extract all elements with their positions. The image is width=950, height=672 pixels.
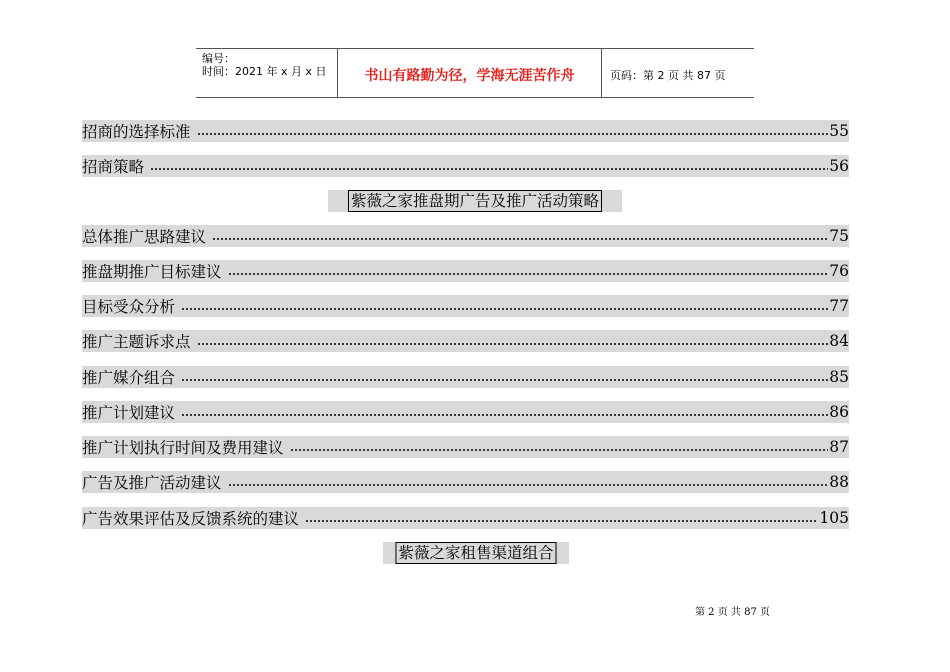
toc-leader-dots: [181, 308, 828, 310]
toc-entry-page: 85: [829, 368, 849, 386]
toc-entry-title: 广告及推广活动建议: [82, 474, 222, 492]
toc-leader-dots: [228, 484, 829, 486]
toc-entry-page: 86: [829, 403, 849, 421]
toc-entry-page: 84: [829, 332, 849, 350]
toc-entry[interactable]: [82, 471, 849, 493]
section-heading[interactable]: 紫薇之家租售渠道组合: [395, 542, 556, 564]
toc-entry-title: 推广计划建议: [82, 404, 176, 422]
section-heading[interactable]: 紫薇之家推盘期广告及推广活动策略: [348, 190, 602, 212]
number-label: 编号：: [202, 52, 235, 65]
toc-entry-page: 76: [829, 262, 849, 280]
toc-entry-title: 招商的选择标准: [82, 123, 191, 141]
toc-leader-dots: [290, 449, 829, 451]
toc-entry-page: 88: [829, 473, 849, 491]
toc-entry[interactable]: [82, 225, 849, 247]
toc-entry-page: 87: [829, 438, 849, 456]
toc-entry-page: 56: [829, 157, 849, 175]
toc-leader-dots: [197, 133, 829, 135]
toc-entry-title: 推广计划执行时间及费用建议: [82, 439, 284, 457]
toc-entry[interactable]: [82, 507, 849, 529]
toc-entry[interactable]: [82, 366, 849, 388]
toc-entry[interactable]: [82, 120, 849, 142]
toc-leader-dots: [305, 520, 818, 522]
toc-entry[interactable]: [82, 401, 849, 423]
toc-entry[interactable]: [82, 330, 849, 352]
toc-entry[interactable]: [82, 295, 849, 317]
toc-leader-dots: [150, 168, 828, 170]
toc-entry-page: 55: [829, 122, 849, 140]
toc-entry-title: 总体推广思路建议: [82, 228, 207, 246]
toc-entry-page: 105: [819, 509, 849, 527]
page-footer: 第 2 页 共 87 页: [695, 607, 770, 618]
toc-leader-dots: [212, 238, 828, 240]
toc-leader-dots: [181, 379, 828, 381]
header-page-info: 页码：第 2 页 共 87 页: [610, 69, 726, 82]
toc-entry-title: 推广主题诉求点: [82, 333, 191, 351]
toc-leader-dots: [228, 273, 829, 275]
toc-entry-title: 广告效果评估及反馈系统的建议: [82, 510, 300, 528]
toc-entry-title: 推盘期推广目标建议: [82, 263, 222, 281]
toc-entry[interactable]: [82, 436, 849, 458]
toc-entry-title: 目标受众分析: [82, 298, 176, 316]
toc-entry-title: 招商策略: [82, 158, 145, 176]
toc-entry-page: 75: [829, 227, 849, 245]
header-meta: [196, 49, 338, 97]
toc-entry[interactable]: [82, 260, 849, 282]
toc-entry-page: 77: [829, 297, 849, 315]
toc-entry[interactable]: [82, 155, 849, 177]
time-label: 时间：2021 年 x 月 x 日: [202, 65, 327, 78]
header-slogan: 书山有路勤为径，学海无涯苦作舟: [338, 49, 602, 97]
toc-leader-dots: [181, 414, 828, 416]
page-header: [196, 48, 754, 98]
toc-leader-dots: [197, 343, 829, 345]
toc-entry-title: 推广媒介组合: [82, 369, 176, 387]
